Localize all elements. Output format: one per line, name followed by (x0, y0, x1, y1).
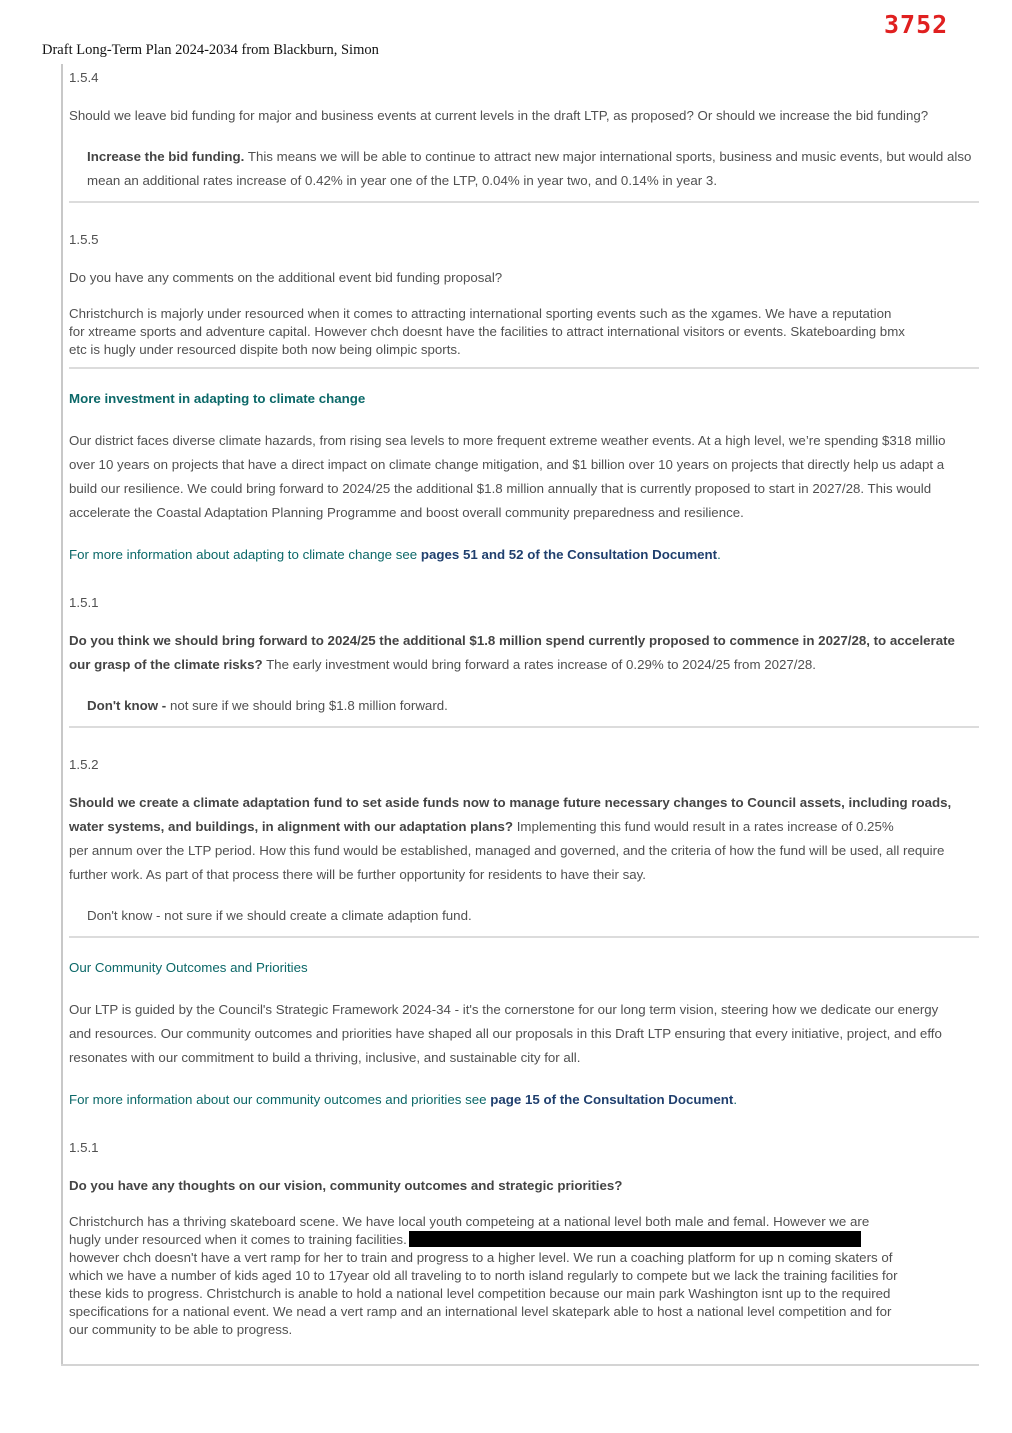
question-text: Should we leave bid funding for major and business events at current levels in the draft LTP, as proposed? Or should we increase the bid funding? (69, 108, 929, 123)
answer-choice: Don't know - (87, 698, 167, 713)
question-text: Do you have any comments on the additional event bid funding proposal? (69, 270, 503, 285)
more-info-end: . (733, 1092, 738, 1107)
more-info-line (69, 543, 979, 567)
response-text (69, 1213, 904, 1339)
description-line: accelerate the Coastal Adaptation Planning Programme and boost overall community preparedness and resilience. (69, 505, 744, 520)
answer-detail: This means we will be able to continue to attract new major international sports, business and music events, but would also mean an additional rates increase of 0.42% in year one of the LTP, 0.04% in year two, and 0.14% in year 3. (87, 149, 972, 188)
question-text (69, 791, 979, 839)
question-text (69, 1174, 979, 1198)
divider (69, 726, 979, 728)
description-line: over 10 years on projects that have a direct impact on climate change mitigation, and $1 billion over 10 years on projects that directly help us adapt a (69, 457, 945, 472)
left-border (61, 64, 63, 1366)
question-number: 1.5.4 (69, 70, 99, 85)
question-bold: Do you think we should bring forward to 2024/25 the additional $1.8 million spend currently proposed to commence in 2027/28, to accelerate our grasp of the climate risks? (69, 633, 955, 672)
section-description (69, 429, 979, 525)
submission-content (69, 66, 979, 1339)
question-1-5-2 (69, 753, 979, 938)
description-line: resonates with our commitment to build a thriving, inclusive, and sustainable city for all. (69, 1050, 581, 1065)
divider (69, 201, 979, 203)
section-heading: Our Community Outcomes and Priorities (69, 960, 308, 975)
description-line: Our LTP is guided by the Council's Strategic Framework 2024-34 - it's the cornerstone for our long term vision, steering how we dedicate our energy (69, 1002, 939, 1017)
section-description (69, 998, 979, 1070)
section-heading: More investment in adapting to climate change (69, 391, 366, 406)
question-1-5-4 (69, 66, 979, 203)
answer-text (87, 694, 979, 718)
question-bold: Do you have any thoughts on our vision, community outcomes and strategic priorities? (69, 1178, 623, 1193)
redaction-bar (409, 1231, 861, 1247)
response-start: Christchurch has a thriving skateboard scene. We have local youth competeing at a national level both male and femal. However we are hugly under resourced when it comes to training facilities. (69, 1214, 870, 1247)
question-number: 1.5.5 (69, 232, 99, 247)
document-header: Draft Long-Term Plan 2024-2034 from Blackburn, Simon (42, 42, 379, 58)
more-info-line (69, 1088, 979, 1112)
answer-choice: Increase the bid funding. (87, 149, 245, 164)
consultation-document-link[interactable]: page 15 of the Consultation Document (490, 1092, 734, 1107)
answer-text: Don't know - not sure if we should create a climate adaption fund. (87, 908, 472, 923)
question-text (69, 629, 979, 677)
question-1-5-1-outcomes (69, 1136, 979, 1339)
question-number: 1.5.1 (69, 1140, 99, 1155)
climate-section (69, 387, 979, 567)
question-number: 1.5.1 (69, 595, 99, 610)
description-line: Our district faces diverse climate hazards, from rising sea levels to more frequent extreme weather events. At a high level, we’re spending $318 millio (69, 433, 946, 448)
question-number: 1.5.2 (69, 757, 99, 772)
consultation-document-link[interactable]: pages 51 and 52 of the Consultation Document (420, 547, 718, 562)
question-bold: Should we create a climate adaptation fund to set aside funds now to manage future necessary changes to Council assets, including roads, water systems, and buildings, in alignment with our adaptation plans? (69, 795, 952, 834)
more-info-text: For more information about our community outcomes and priorities see (69, 1092, 491, 1107)
question-1-5-5 (69, 228, 979, 369)
bottom-border (61, 1364, 979, 1366)
page-number: 3752 (884, 10, 949, 39)
more-info-text: For more information about adapting to climate change see (69, 547, 421, 562)
response-text: Christchurch is majorly under resourced when it comes to attracting international sporting events such as the xgames. We have a reputation for xtreame sports and adventure capital. However chch doesnt have the facilities to attract international visitors or events. Skateboarding bmx etc is hugly under resourced dispite both now being olimpic sports. (69, 306, 905, 357)
divider (69, 367, 979, 369)
question-1-5-1-climate (69, 591, 979, 728)
question-detail-line: further work. As part of that process there will be further opportunity for residents to have their say. (69, 867, 646, 882)
question-detail: The early investment would bring forward a rates increase of 0.29% to 2024/25 from 2027/28. (262, 657, 816, 672)
more-info-end: . (717, 547, 721, 562)
description-line: and resources. Our community outcomes and priorities have shaped all our proposals in this Draft LTP ensuring that every initiative, project, and effo (69, 1026, 942, 1041)
response-end: however chch doesn't have a vert ramp for her to train and progress to a higher level. We run a coaching platform for up n coming skaters of which we have a number of kids aged 10 to 17year old all traveling to to north island regularly to compete but we lack the training facilities for these kids to progress. Christchurch is anable to hold a national level competition because our main park Washington isnt up to the required specifications for a national event. We nead a vert ramp and an international level skatepark able to host a national level competition and for our community to be able to progress. (69, 1250, 898, 1337)
community-outcomes-section (69, 956, 979, 1112)
question-detail (69, 839, 979, 887)
divider (69, 936, 979, 938)
description-line: build our resilience. We could bring forward to 2024/25 the additional $1.8 million annually that is currently proposed to start in 2027/28. This would (69, 481, 932, 496)
answer-text (87, 145, 979, 193)
answer-detail: not sure if we should bring $1.8 million forward. (166, 698, 448, 713)
question-detail-line: per annum over the LTP period. How this fund would be established, managed and governed, and the criteria of how the fund will be used, all require (69, 843, 945, 858)
question-detail-first: Implementing this fund would result in a rates increase of 0.25% (513, 819, 894, 834)
